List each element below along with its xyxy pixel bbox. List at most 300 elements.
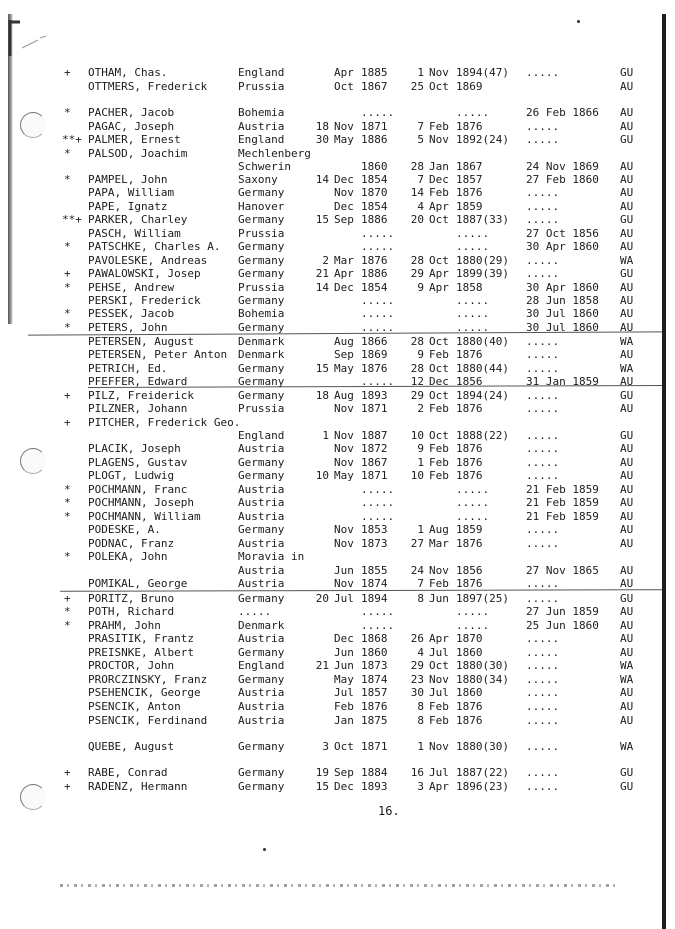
entry-court-code: AU <box>620 605 634 618</box>
entry-nat-mon: Jun <box>429 592 449 605</box>
entry-court-date: ..... <box>526 456 560 469</box>
entry-mark: + <box>64 766 71 779</box>
entry-mark: **+ <box>62 133 82 146</box>
entry-mark: **+ <box>62 213 82 226</box>
entry-mark: * <box>64 173 71 186</box>
entry-origin: Prussia <box>238 402 285 415</box>
entry-name: PETERSEN, August <box>88 335 194 348</box>
entry-nat-year: 1876 <box>456 442 483 455</box>
entry-origin: Austria <box>238 483 285 496</box>
entry-court-date: 27 Oct 1856 <box>526 227 599 240</box>
entry-name: PEHSE, Andrew <box>88 281 175 294</box>
entry-nat-day: 1 <box>417 523 424 536</box>
register-entry <box>0 510 662 524</box>
entry-mark: * <box>64 510 71 523</box>
entry-nat-year: 1892(24) <box>456 133 509 146</box>
entry-arr-year: 1866 <box>361 335 388 348</box>
entry-nat-day: 1 <box>417 66 424 79</box>
register-entry <box>0 362 662 376</box>
entry-arr-mon: Nov <box>334 456 354 469</box>
entry-court-date: ..... <box>526 267 560 280</box>
entry-court-date: 30 Jul 1860 <box>526 321 599 334</box>
entry-origin: Germany <box>238 740 285 753</box>
entry-nat-mon: Feb <box>429 186 449 199</box>
register-entry <box>0 564 662 578</box>
entry-court-date: ..... <box>526 213 560 226</box>
entry-nat-year: 1856 <box>456 375 483 388</box>
entry-nat-mon: Nov <box>429 564 449 577</box>
register-entry <box>0 632 662 646</box>
entry-arr-year: ..... <box>361 375 395 388</box>
entry-origin: Austria <box>238 564 285 577</box>
entry-origin: Germany <box>238 766 285 779</box>
entry-nat-year: 1894(24) <box>456 389 509 402</box>
entry-origin: Austria <box>238 442 285 455</box>
entry-nat-year: ..... <box>456 294 490 307</box>
register-entry <box>0 740 662 754</box>
entry-arr-mon: Apr <box>334 267 354 280</box>
entry-origin: Germany <box>238 186 285 199</box>
entry-arr-year: ..... <box>361 106 395 119</box>
entry-nat-day: 29 <box>410 267 424 280</box>
entry-nat-day: 7 <box>417 173 424 186</box>
entry-name: POCHMANN, Franc <box>88 483 188 496</box>
entry-arr-mon: Jun <box>334 659 354 672</box>
register-entry <box>0 766 662 780</box>
entry-arr-mon: Nov <box>334 537 354 550</box>
entry-arr-year: 1867 <box>361 456 388 469</box>
entry-court-code: WA <box>620 254 634 267</box>
entry-name: PRASITIK, Frantz <box>88 632 194 645</box>
entry-arr-year: 1870 <box>361 186 388 199</box>
entry-court-code: AU <box>620 442 634 455</box>
entry-arr-mon: May <box>334 362 354 375</box>
entry-court-code: AU <box>620 537 634 550</box>
entry-court-code: AU <box>620 348 634 361</box>
entry-nat-year: ..... <box>456 605 490 618</box>
entry-origin: Austria <box>238 537 285 550</box>
entry-nat-year: 1876 <box>456 714 483 727</box>
entry-nat-year: 1860 <box>456 646 483 659</box>
entry-name: PLACIK, Joseph <box>88 442 181 455</box>
entry-nat-day: 12 <box>410 375 424 388</box>
register-entry <box>0 780 662 794</box>
entry-nat-mon: Aug <box>429 523 449 536</box>
entry-court-date: ..... <box>526 469 560 482</box>
entry-court-date: ..... <box>526 632 560 645</box>
entry-arr-year: ..... <box>361 605 395 618</box>
entry-nat-year: ..... <box>456 619 490 632</box>
entry-arr-day: 15 <box>315 213 329 226</box>
entry-arr-day: 30 <box>315 133 329 146</box>
entry-origin: England <box>238 66 285 79</box>
entry-arr-mon: Dec <box>334 780 354 793</box>
entry-arr-year: 1874 <box>361 577 388 590</box>
entry-court-code: AU <box>620 469 634 482</box>
entry-nat-day: 28 <box>410 254 424 267</box>
entry-arr-mon: May <box>334 133 354 146</box>
entry-nat-year: 1876 <box>456 700 483 713</box>
entry-mark: + <box>64 780 71 793</box>
entry-nat-year: 1896(23) <box>456 780 509 793</box>
entry-court-date: 27 Jun 1859 <box>526 605 599 618</box>
entry-name: PALMER, Ernest <box>88 133 181 146</box>
entry-origin: Austria <box>238 632 285 645</box>
entry-court-code: GU <box>620 780 634 793</box>
entry-court-code: AU <box>620 619 634 632</box>
entry-nat-year: 1894(47) <box>456 66 509 79</box>
entry-arr-year: ..... <box>361 227 395 240</box>
entry-court-code: AU <box>620 321 634 334</box>
entry-arr-mon: Sep <box>334 348 354 361</box>
register-entry <box>0 429 662 443</box>
entry-arr-mon: Sep <box>334 213 354 226</box>
entry-nat-mon: Oct <box>429 389 449 402</box>
entry-nat-year: 1876 <box>456 120 483 133</box>
entry-origin: England <box>238 133 285 146</box>
entry-court-code: AU <box>620 714 634 727</box>
register-entry <box>0 348 662 362</box>
entry-court-date: ..... <box>526 686 560 699</box>
entry-nat-day: 9 <box>417 348 424 361</box>
entry-court-date: 30 Apr 1860 <box>526 240 599 253</box>
entry-origin: Germany <box>238 294 285 307</box>
entry-name: PAGAC, Joseph <box>88 120 175 133</box>
entry-court-code: AU <box>620 120 634 133</box>
entry-mark: * <box>64 496 71 509</box>
entry-nat-day: 28 <box>410 160 424 173</box>
entry-nat-year: 1897(25) <box>456 592 509 605</box>
entry-nat-year: ..... <box>456 483 490 496</box>
entry-court-code: GU <box>620 592 634 605</box>
entry-nat-year: 1880(34) <box>456 673 509 686</box>
entry-origin: Prussia <box>238 80 285 93</box>
entry-mark: + <box>64 267 71 280</box>
entry-nat-year: 1880(30) <box>456 740 509 753</box>
entry-origin: Germany <box>238 321 285 334</box>
entry-nat-mon: Jul <box>429 686 449 699</box>
entry-nat-year: 1859 <box>456 523 483 536</box>
entry-court-date: 21 Feb 1859 <box>526 510 599 523</box>
entry-arr-year: 1860 <box>361 646 388 659</box>
entry-court-date: 25 Jun 1860 <box>526 619 599 632</box>
register-entry <box>0 714 662 728</box>
entry-arr-year: ..... <box>361 321 395 334</box>
entry-origin: Austria <box>238 577 285 590</box>
entry-court-date: ..... <box>526 659 560 672</box>
entry-name: PALSOD, Joachim <box>88 147 188 160</box>
entry-name: PITCHER, Frederick Geo. <box>88 416 241 429</box>
entry-nat-day: 25 <box>410 80 424 93</box>
register-entry <box>0 147 662 161</box>
entry-nat-day: 2 <box>417 402 424 415</box>
entry-court-date: 30 Apr 1860 <box>526 281 599 294</box>
entry-nat-year: 1899(39) <box>456 267 509 280</box>
entry-court-date: ..... <box>526 537 560 550</box>
entry-arr-mon: Dec <box>334 200 354 213</box>
register-entry <box>0 592 662 606</box>
entry-arr-year: 1854 <box>361 281 388 294</box>
entry-arr-mon: Aug <box>334 335 354 348</box>
entry-court-code: AU <box>620 227 634 240</box>
register-entry <box>0 619 662 633</box>
entry-arr-year: ..... <box>361 619 395 632</box>
entry-court-code: AU <box>620 686 634 699</box>
entry-court-date: ..... <box>526 186 560 199</box>
entry-name: OTTMERS, Frederick <box>88 80 208 93</box>
entry-court-code: AU <box>620 375 634 388</box>
entry-arr-year: 1854 <box>361 173 388 186</box>
entry-origin: Germany <box>238 389 285 402</box>
entry-court-date: ..... <box>526 740 560 753</box>
entry-origin: Germany <box>238 213 285 226</box>
entry-mark: + <box>64 592 71 605</box>
entry-court-code: AU <box>620 496 634 509</box>
entry-nat-day: 8 <box>417 700 424 713</box>
entry-arr-year: 1868 <box>361 632 388 645</box>
entry-court-date: ..... <box>526 442 560 455</box>
register-entry <box>0 605 662 619</box>
register-entry <box>0 537 662 551</box>
entry-name: PILZNER, Johann <box>88 402 188 415</box>
entry-arr-year: ..... <box>361 510 395 523</box>
entry-arr-year: 1894 <box>361 592 388 605</box>
entry-arr-day: 1 <box>322 429 329 442</box>
entry-nat-mon: Feb <box>429 469 449 482</box>
entry-nat-year: 1880(30) <box>456 659 509 672</box>
entry-arr-day: 20 <box>315 592 329 605</box>
entry-arr-mon: Nov <box>334 120 354 133</box>
entry-arr-year: 1885 <box>361 66 388 79</box>
entry-arr-year: 1887 <box>361 429 388 442</box>
entry-name: PLOGT, Ludwig <box>88 469 175 482</box>
entry-arr-day: 21 <box>315 267 329 280</box>
page-edge-shadow <box>662 14 666 929</box>
entry-name: RABE, Conrad <box>88 766 168 779</box>
entry-court-date: ..... <box>526 577 560 590</box>
register-entry <box>0 321 662 335</box>
entry-court-code: AU <box>620 510 634 523</box>
entry-nat-year: 1887(22) <box>456 766 509 779</box>
register-entry <box>0 469 662 483</box>
entry-origin: Germany <box>238 780 285 793</box>
entry-nat-mon: Feb <box>429 348 449 361</box>
entry-court-code: AU <box>620 700 634 713</box>
entry-name: PETRICH, Ed. <box>88 362 168 375</box>
entry-court-date: ..... <box>526 714 560 727</box>
entry-name: PESSEK, Jacob <box>88 307 175 320</box>
entry-nat-year: ..... <box>456 510 490 523</box>
entry-nat-year: 1876 <box>456 186 483 199</box>
entry-origin: Germany <box>238 375 285 388</box>
entry-arr-year: 1871 <box>361 740 388 753</box>
entry-mark: + <box>64 66 71 79</box>
entry-nat-mon: Nov <box>429 133 449 146</box>
entry-nat-mon: Feb <box>429 577 449 590</box>
entry-origin: Saxony <box>238 173 278 186</box>
entry-arr-year: 1884 <box>361 766 388 779</box>
entry-arr-mon: Apr <box>334 66 354 79</box>
entry-arr-mon: Jun <box>334 564 354 577</box>
entry-nat-year: 1876 <box>456 577 483 590</box>
entry-court-code: AU <box>620 456 634 469</box>
entry-name: PILZ, Freiderick <box>88 389 194 402</box>
register-entry <box>0 646 662 660</box>
entry-nat-day: 14 <box>410 186 424 199</box>
register-entry <box>0 335 662 349</box>
register-entry <box>0 267 662 281</box>
register-entry <box>0 416 662 430</box>
entry-nat-day: 24 <box>410 564 424 577</box>
entry-origin: Austria <box>238 510 285 523</box>
entry-court-code: GU <box>620 766 634 779</box>
entry-nat-year: 1860 <box>456 686 483 699</box>
entry-court-code: WA <box>620 335 634 348</box>
entry-origin: Germany <box>238 592 285 605</box>
register-entry <box>0 389 662 403</box>
entry-court-code: WA <box>620 740 634 753</box>
entry-origin: Germany <box>238 523 285 536</box>
entry-nat-year: 1876 <box>456 348 483 361</box>
entry-nat-mon: Oct <box>429 254 449 267</box>
entry-arr-year: 1869 <box>361 348 388 361</box>
entry-court-code: WA <box>620 673 634 686</box>
register-entry <box>0 294 662 308</box>
entry-arr-day: 14 <box>315 173 329 186</box>
entry-name: PODESKE, A. <box>88 523 161 536</box>
entry-arr-mon: Nov <box>334 402 354 415</box>
entry-nat-day: 10 <box>410 469 424 482</box>
entry-origin: Austria <box>238 700 285 713</box>
entry-mark: * <box>64 321 71 334</box>
register-entry <box>0 173 662 187</box>
register-entry <box>0 254 662 268</box>
entry-court-date: 27 Nov 1865 <box>526 564 599 577</box>
entry-nat-day: 29 <box>410 659 424 672</box>
entry-court-date: ..... <box>526 66 560 79</box>
entry-court-date: ..... <box>526 766 560 779</box>
entry-court-code: GU <box>620 429 634 442</box>
entry-origin: ..... <box>238 605 272 618</box>
entry-arr-year: 1871 <box>361 120 388 133</box>
entry-name: PARKER, Charley <box>88 213 188 226</box>
entry-arr-year: 1872 <box>361 442 388 455</box>
entry-arr-year: ..... <box>361 294 395 307</box>
entry-arr-year: 1874 <box>361 673 388 686</box>
register-entry <box>0 375 662 389</box>
entry-origin: Austria <box>238 496 285 509</box>
entry-name: PAMPEL, John <box>88 173 168 186</box>
entry-name: PSENCIK, Anton <box>88 700 181 713</box>
entry-nat-mon: Jan <box>429 160 449 173</box>
entry-arr-mon: Feb <box>334 700 354 713</box>
entry-nat-mon: Oct <box>429 362 449 375</box>
entry-mark: + <box>64 389 71 402</box>
entry-nat-day: 16 <box>410 766 424 779</box>
entry-mark: * <box>64 605 71 618</box>
entry-nat-year: 1876 <box>456 456 483 469</box>
entry-nat-day: 10 <box>410 429 424 442</box>
entry-name: PACHER, Jacob <box>88 106 175 119</box>
entry-court-code: AU <box>620 646 634 659</box>
entry-mark: * <box>64 550 71 563</box>
entry-arr-mon: Oct <box>334 740 354 753</box>
register-entry <box>0 240 662 254</box>
scan-noise <box>60 884 620 887</box>
entry-nat-mon: Apr <box>429 632 449 645</box>
entry-nat-year: 1888(22) <box>456 429 509 442</box>
entry-arr-mon: Jul <box>334 592 354 605</box>
register-entry <box>0 66 662 80</box>
register-entry <box>0 686 662 700</box>
entry-origin: Germany <box>238 267 285 280</box>
entry-nat-year: 1867 <box>456 160 483 173</box>
entry-court-date: ..... <box>526 348 560 361</box>
entry-arr-year: 1857 <box>361 686 388 699</box>
entry-mark: * <box>64 240 71 253</box>
entry-court-date: ..... <box>526 700 560 713</box>
entry-name: PRORCZINSKY, Franz <box>88 673 208 686</box>
entry-nat-day: 1 <box>417 456 424 469</box>
entry-origin: England <box>238 429 285 442</box>
entry-nat-year: ..... <box>456 227 490 240</box>
entry-court-date: 26 Feb 1866 <box>526 106 599 119</box>
entry-name: POMIKAL, George <box>88 577 188 590</box>
entry-nat-year: 1858 <box>456 281 483 294</box>
entry-nat-day: 28 <box>410 362 424 375</box>
entry-nat-mon: Apr <box>429 200 449 213</box>
entry-arr-day: 15 <box>315 362 329 375</box>
entry-arr-mon: Dec <box>334 173 354 186</box>
entry-court-code: GU <box>620 213 634 226</box>
entry-nat-year: 1870 <box>456 632 483 645</box>
entry-court-code: GU <box>620 66 634 79</box>
register-entry <box>0 673 662 687</box>
entry-name: RADENZ, Hermann <box>88 780 188 793</box>
entry-mark: * <box>64 619 71 632</box>
entry-nat-mon: Dec <box>429 375 449 388</box>
entry-court-code: AU <box>620 281 634 294</box>
entry-court-date: ..... <box>526 402 560 415</box>
entry-arr-mon: Oct <box>334 80 354 93</box>
entry-nat-day: 27 <box>410 537 424 550</box>
entry-court-date: ..... <box>526 389 560 402</box>
entry-mark: * <box>64 307 71 320</box>
entry-nat-mon: Nov <box>429 673 449 686</box>
speck-mark <box>263 848 266 851</box>
entry-arr-year: 1873 <box>361 537 388 550</box>
entry-nat-year: ..... <box>456 240 490 253</box>
entry-nat-year: 1880(40) <box>456 335 509 348</box>
entry-name: QUEBE, August <box>88 740 175 753</box>
entry-court-code: GU <box>620 389 634 402</box>
entry-court-code: AU <box>620 577 634 590</box>
entry-court-date: ..... <box>526 133 560 146</box>
entry-arr-mon: Nov <box>334 186 354 199</box>
entry-nat-mon: Jul <box>429 766 449 779</box>
entry-court-date: 21 Feb 1859 <box>526 496 599 509</box>
entry-name: PERSKI, Frederick <box>88 294 201 307</box>
entry-name: PRAHM, John <box>88 619 161 632</box>
entry-origin: Schwerin <box>238 160 291 173</box>
entry-nat-mon: Feb <box>429 714 449 727</box>
entry-nat-day: 9 <box>417 442 424 455</box>
entry-nat-day: 8 <box>417 714 424 727</box>
entry-court-date: ..... <box>526 362 560 375</box>
entry-origin: England <box>238 659 285 672</box>
entry-arr-year: 1871 <box>361 402 388 415</box>
entry-arr-year: 1873 <box>361 659 388 672</box>
